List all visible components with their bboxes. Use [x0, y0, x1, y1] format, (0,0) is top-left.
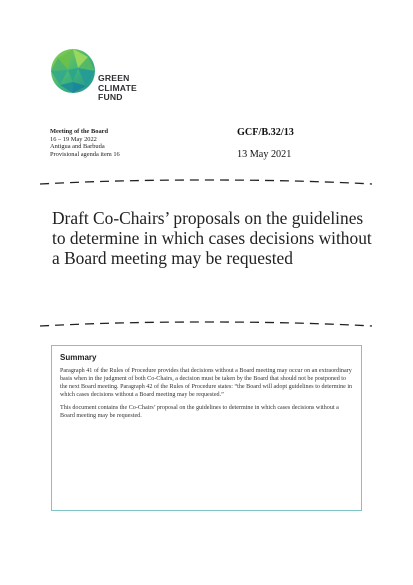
summary-box [51, 345, 362, 511]
meeting-info [50, 128, 120, 158]
logo-line-climate: CLIMATE [98, 82, 137, 93]
logo-line-green: GREEN [98, 73, 130, 83]
summary-heading: Summary [60, 353, 97, 362]
logo-wordmark [98, 74, 137, 103]
globe-icon [50, 48, 96, 94]
logo-line-fund: FUND [98, 92, 123, 102]
document-date: 13 May 2021 [237, 149, 292, 160]
gcf-logo [50, 48, 160, 113]
document-code: GCF/B.32/13 [237, 127, 294, 138]
agenda-item: Provisional agenda item 16 [50, 150, 120, 158]
document-title: Draft Co-Chairs’ proposals on the guidelines to determine in which cases decisions without a Board meeting may be requested [52, 208, 372, 268]
meeting-title: Meeting of the Board [50, 128, 109, 135]
meeting-location: Antigua and Barbuda [50, 143, 105, 151]
meeting-dates: 16 – 19 May 2022 [50, 135, 97, 143]
top-divider [38, 177, 374, 187]
summary-paragraph-2: This document contains the Co-Chairs’ proposal on the guidelines to determine in which cases decisions without a Board meeting may be requested. [60, 404, 339, 419]
document-reference [237, 126, 294, 161]
bottom-divider [38, 319, 374, 329]
summary-paragraph-1: Paragraph 41 of the Rules of Procedure provides that decisions without a Board meeting may occur on an extraordinary basis when in the judgment of both Co-Chairs, a decision must be taken by the Board that should not be postponed to the next Board meeting. Paragraph 42 of the Rules of Procedure states: “the Board will adopt guidelines to determine in which cases decisions without a Board meeting may be requested.” [60, 368, 353, 398]
